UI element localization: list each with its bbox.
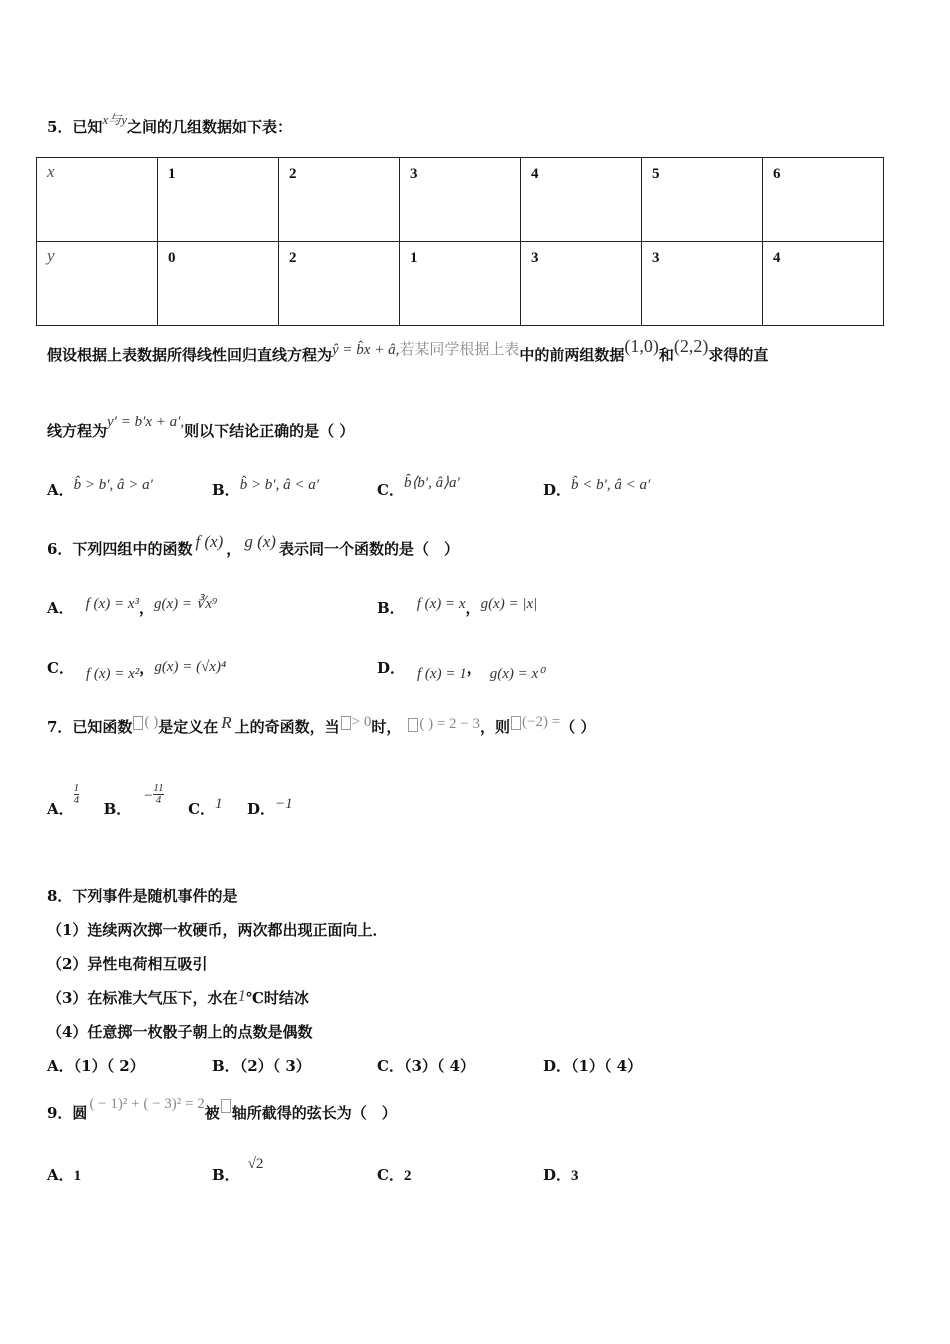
- option-label: B．: [103, 800, 132, 818]
- q7-R: R: [221, 713, 232, 732]
- option-label: B．: [212, 1166, 240, 1184]
- q9-eq: [87, 1096, 204, 1112]
- option-text: √2: [247, 1156, 264, 1172]
- option-label: C．: [47, 659, 74, 677]
- option-label: B．: [212, 481, 240, 499]
- q6-option-c: [47, 657, 227, 682]
- q6-option-d: [377, 657, 545, 682]
- table-cell: 2: [279, 242, 400, 326]
- q8-item-3: [47, 987, 309, 1008]
- q5-option-a: [47, 479, 153, 500]
- option-sep: ，: [139, 659, 155, 677]
- option-expr: b̂ > b′, â > a′: [73, 477, 153, 493]
- table-cell: 4: [763, 242, 884, 326]
- q6-option-b: [377, 597, 537, 618]
- option-text: 3: [571, 1168, 579, 1184]
- option-label: D．: [543, 481, 572, 499]
- option-label: C．: [377, 1057, 404, 1075]
- table-header-y: y: [37, 242, 158, 326]
- table-cell: 2: [279, 158, 400, 242]
- q8-item-3-suffix: ℃时结冰: [245, 989, 309, 1007]
- q7-cond-text: > 0: [351, 714, 372, 730]
- q8-temp: 1: [237, 986, 246, 1005]
- option-label: C．: [377, 1166, 404, 1184]
- option-text: （2）（ 3）: [239, 1057, 311, 1075]
- table-cell: 3: [400, 158, 521, 242]
- q9-option-a: [47, 1164, 81, 1185]
- q5-option-d: [543, 479, 650, 500]
- placeholder-glyph: [341, 716, 351, 730]
- q7-prefix: 7．已知函数: [47, 718, 133, 736]
- table-cell: 3: [521, 242, 642, 326]
- q5-eq1-gray: 若某同学根据上表: [399, 342, 520, 358]
- option-sep: ，: [138, 599, 154, 617]
- fraction-denominator: 4: [153, 794, 163, 806]
- q8-option-c: [377, 1055, 475, 1076]
- q5-pt2: (2,2): [673, 336, 709, 356]
- q5-eq2: y′ = b′x + a′,: [107, 414, 185, 430]
- q6-comma: ，: [226, 540, 242, 558]
- q6-option-a: [47, 597, 217, 618]
- option-sign: −: [143, 788, 154, 804]
- q8-option-a: [47, 1055, 145, 1076]
- q5-line2-b: 则以下结论正确的是（ ）: [184, 422, 355, 440]
- q5-suffix: 之间的几组数据如下表：: [126, 118, 292, 136]
- option-text: （3）（ 4）: [403, 1057, 476, 1075]
- q7-fx-text: ( ): [144, 714, 159, 730]
- q7-options: [47, 781, 293, 822]
- q5-xy-expr: x与y: [102, 112, 127, 127]
- option-f: f (x) = 1: [417, 666, 467, 682]
- option-label: A．: [47, 1057, 74, 1075]
- option-g: g(x) = ∛x⁹: [154, 596, 218, 612]
- q6-prefix: 6．下列四组中的函数: [47, 540, 193, 558]
- q7-def: [401, 716, 480, 732]
- option-label: A．: [47, 1166, 74, 1184]
- q8-option-d: [543, 1055, 642, 1076]
- placeholder-glyph: [221, 1099, 231, 1113]
- q5-pt1: (1,0): [624, 336, 659, 356]
- option-label: B．: [377, 599, 405, 617]
- option-label: A．: [47, 800, 74, 818]
- option-fraction: [153, 783, 163, 806]
- q6-f: f (x): [195, 532, 224, 551]
- table-cell: 5: [642, 158, 763, 242]
- q7-ask-text: (−2) =: [522, 714, 561, 730]
- q5-prefix: 5．已知: [47, 118, 103, 136]
- q8-title: 8．下列事件是随机事件的是: [47, 887, 238, 905]
- q7-ask: [510, 714, 560, 730]
- q7-cond: [340, 714, 372, 730]
- placeholder-glyph: [133, 716, 143, 730]
- table-row-y: [37, 242, 884, 326]
- q9-option-b: [212, 1156, 264, 1185]
- option-sep: ，: [465, 599, 481, 617]
- q8-item-3-text: （3）在标准大气压下，水在: [47, 989, 238, 1007]
- table-cell: 4: [521, 158, 642, 242]
- q7-mid1: 是定义在: [158, 718, 219, 736]
- option-expr: −1: [275, 796, 293, 812]
- q8-item-2: （2）异性电荷相互吸引: [47, 955, 208, 973]
- table-header-x: x: [37, 158, 158, 242]
- table-cell: 0: [158, 242, 279, 326]
- placeholder-glyph: [408, 718, 418, 732]
- option-f: f (x) = x²: [85, 666, 140, 682]
- option-g: g(x) = (√x)⁴: [154, 659, 227, 675]
- q5-line2-a: 线方程为: [47, 422, 108, 440]
- fraction-numerator: 11: [153, 781, 164, 794]
- q6-stem: [47, 532, 459, 559]
- option-expr: b̂⟨b′, â⟩a′: [403, 475, 460, 491]
- q9-prefix: 9．圆: [47, 1104, 88, 1122]
- table-cell: 1: [158, 158, 279, 242]
- option-g: g(x) = x⁰: [489, 666, 545, 682]
- q9-stem: [47, 1096, 397, 1123]
- q7-stem: [47, 713, 596, 737]
- q9-eq-text: ( − 1)² + ( − 3)² = 2: [89, 1096, 205, 1112]
- q6-g: g (x): [244, 532, 276, 551]
- fraction-numerator: 1: [73, 781, 80, 794]
- table-cell: 6: [763, 158, 884, 242]
- option-f: f (x) = x³: [85, 596, 139, 612]
- q5-line1: [47, 336, 769, 365]
- table-cell: 3: [642, 242, 763, 326]
- option-label: C．: [188, 800, 216, 818]
- option-label: D．: [247, 800, 276, 818]
- q5-option-c: [377, 475, 460, 500]
- q7-fx: [132, 714, 158, 730]
- option-label: C．: [377, 481, 404, 499]
- option-fraction: [74, 783, 80, 806]
- option-expr: 1: [215, 796, 223, 812]
- q8-item-1: （1）连续两次掷一枚硬币，两次都出现正面向上．: [47, 921, 388, 939]
- option-label: D．: [543, 1166, 572, 1184]
- q7-mid3: 时，: [371, 718, 402, 736]
- q9-suffix: 轴所截得的弦长为（ ）: [231, 1104, 397, 1122]
- option-label: A．: [47, 481, 74, 499]
- q5-eq1: ŷ = b̂x + â,: [332, 342, 400, 358]
- option-label: D．: [543, 1057, 572, 1075]
- option-expr: b̂ > b′, â < a′: [239, 477, 319, 493]
- table-row-x: [37, 158, 884, 242]
- option-text: （1）（ 4）: [571, 1057, 643, 1075]
- q7-suffix: （ ）: [560, 718, 596, 736]
- q5-stem: [47, 112, 292, 137]
- q8-item-4: （4）任意掷一枚骰子朝上的点数是偶数: [47, 1023, 313, 1041]
- option-label: D．: [377, 659, 406, 677]
- option-label: B．: [212, 1057, 240, 1075]
- option-text: 2: [403, 1168, 412, 1184]
- option-label: A．: [47, 599, 74, 617]
- fraction-denominator: 4: [73, 793, 80, 806]
- option-g: g(x) = |x|: [480, 596, 538, 612]
- q7-def-text: ( ) = 2 − 3: [419, 716, 481, 732]
- q5-line1-a: 假设根据上表数据所得线性回归直线方程为: [47, 346, 333, 364]
- q5-option-b: [212, 479, 319, 500]
- q7-mid2: 上的奇函数，当: [234, 718, 340, 736]
- q9-mid: 被: [204, 1104, 220, 1122]
- placeholder-glyph: [511, 716, 521, 730]
- q9-option-c: [377, 1164, 411, 1185]
- q6-suffix: 表示同一个函数的是（ ）: [278, 540, 459, 558]
- q5-line1-c: 求得的直: [708, 346, 769, 364]
- q7-mid4: ，则: [480, 718, 511, 736]
- option-f: f (x) = x: [416, 596, 466, 612]
- table-cell: 1: [400, 242, 521, 326]
- q8-option-b: [212, 1055, 311, 1076]
- option-text: 1: [73, 1168, 82, 1184]
- q9-option-d: [543, 1164, 579, 1185]
- q5-and: 和: [658, 346, 674, 364]
- option-sep: ，: [466, 659, 482, 677]
- q5-data-table: [36, 157, 884, 326]
- q5-line1-b: 中的前两组数据: [519, 346, 625, 364]
- option-expr: b̂ < b′, â < a′: [571, 477, 651, 493]
- q5-line2: [47, 414, 355, 441]
- option-text: （1）（ 2）: [73, 1057, 145, 1075]
